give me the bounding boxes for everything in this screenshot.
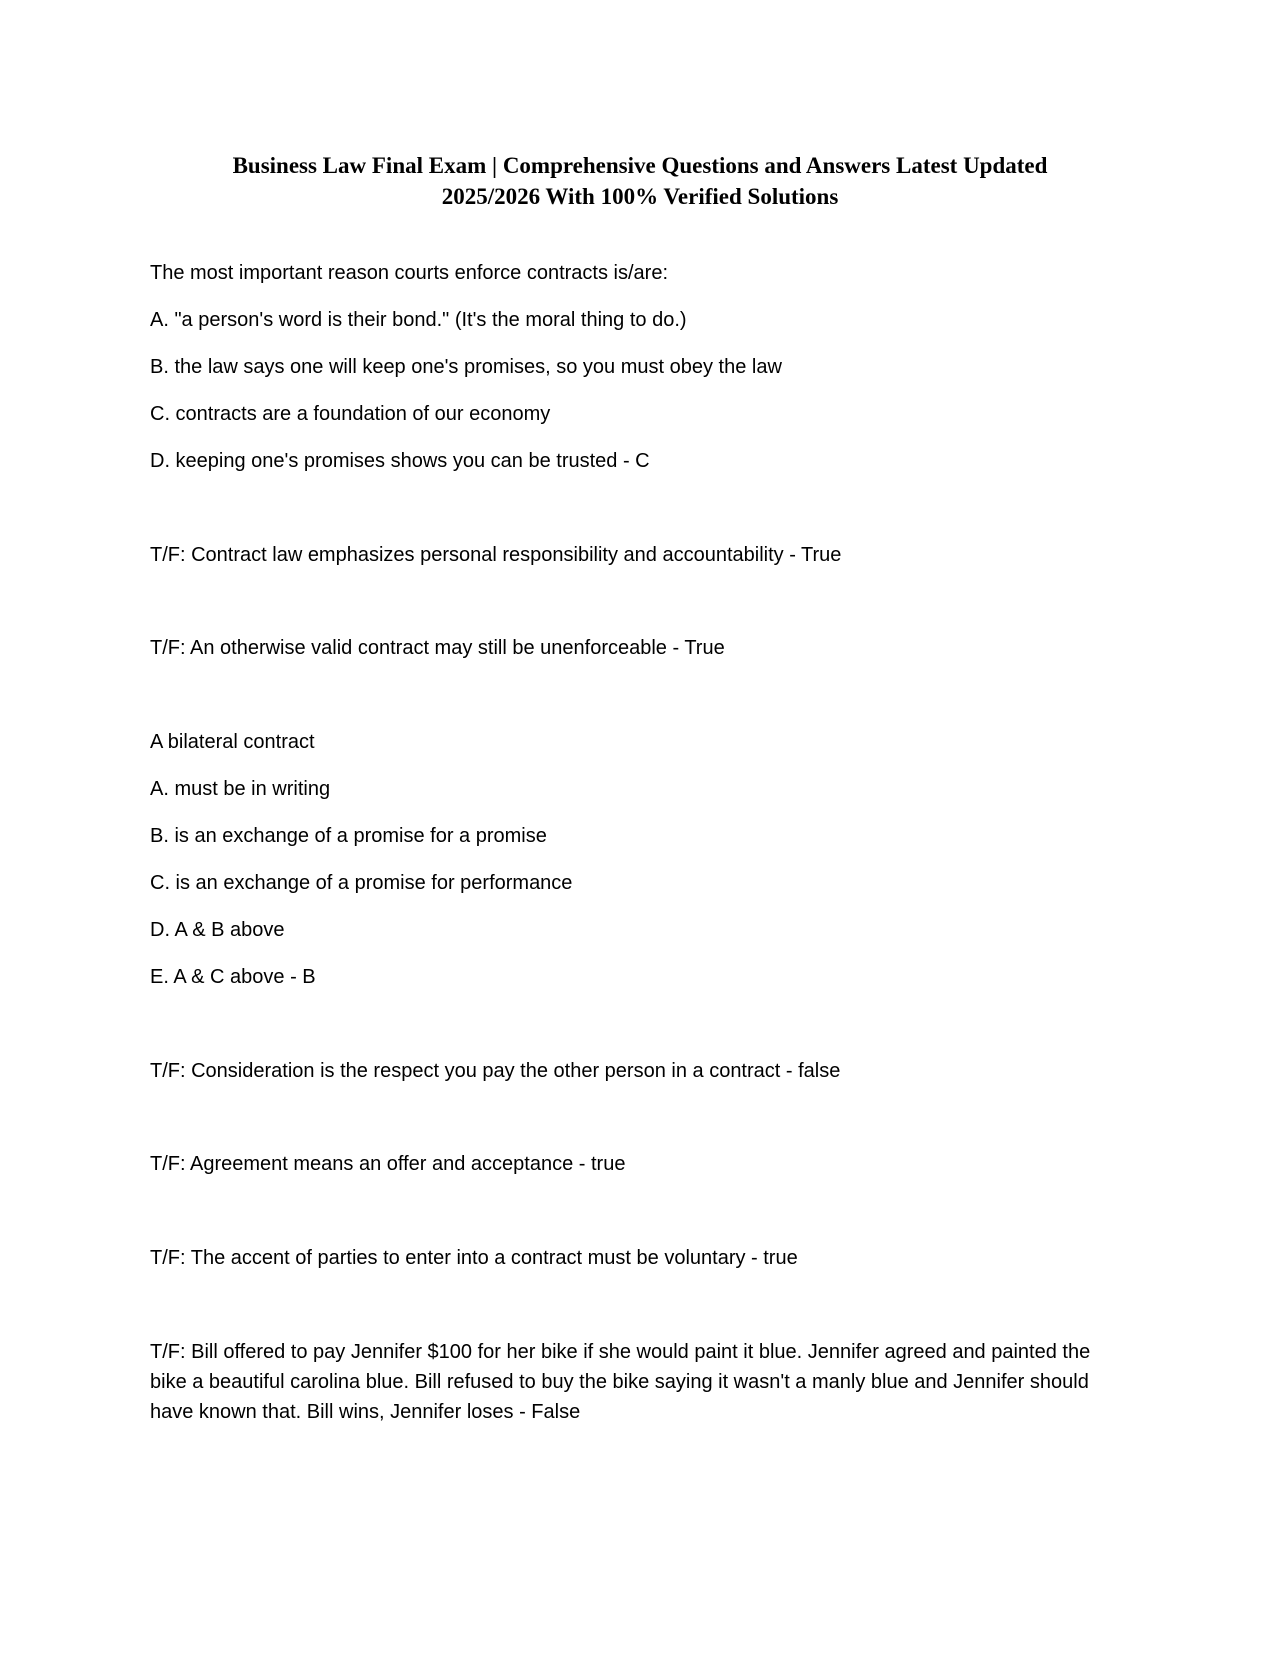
question-3: T/F: An otherwise valid contract may still be unenforceable - True [150, 637, 725, 659]
question-4-option-d: D. A & B above [150, 919, 285, 941]
question-1-option-d: D. keeping one's promises shows you can be trusted - C [150, 450, 650, 472]
question-1: The most important reason courts enforce contracts is/are: [150, 262, 668, 284]
question-8: T/F: Bill offered to pay Jennifer $100 for her bike if she would paint it blue. Jennifer agreed and painted the bike a beautiful carolina blue. Bill refused to buy the bike saying it wasn't a manly blue and Jennifer should have known that. Bill wins, Jennifer loses - False [150, 1341, 1091, 1423]
question-2: T/F: Contract law emphasizes personal responsibility and accountability - True [150, 544, 842, 566]
question-4-option-c: C. is an exchange of a promise for performance [150, 872, 573, 894]
question-1-option-c: C. contracts are a foundation of our economy [150, 403, 551, 425]
question-7: T/F: The accent of parties to enter into a contract must be voluntary - true [150, 1247, 798, 1269]
question-4-option-b: B. is an exchange of a promise for a promise [150, 825, 547, 847]
title-line-1: Business Law Final Exam | Comprehensive Questions and Answers Latest Updated [232, 153, 1048, 178]
question-1-option-a: A. "a person's word is their bond." (It's the moral thing to do.) [150, 309, 687, 331]
question-4-option-a: A. must be in writing [150, 778, 331, 800]
question-1-option-b: B. the law says one will keep one's promises, so you must obey the law [150, 356, 782, 378]
page-title [180, 150, 1100, 212]
question-4: A bilateral contract [150, 731, 315, 753]
question-5: T/F: Consideration is the respect you pay the other person in a contract - false [150, 1060, 841, 1082]
question-6: T/F: Agreement means an offer and acceptance - true [150, 1153, 626, 1175]
title-line-2: 2025/2026 With 100% Verified Solutions [441, 184, 839, 209]
question-4-option-e: E. A & C above - B [150, 966, 316, 988]
